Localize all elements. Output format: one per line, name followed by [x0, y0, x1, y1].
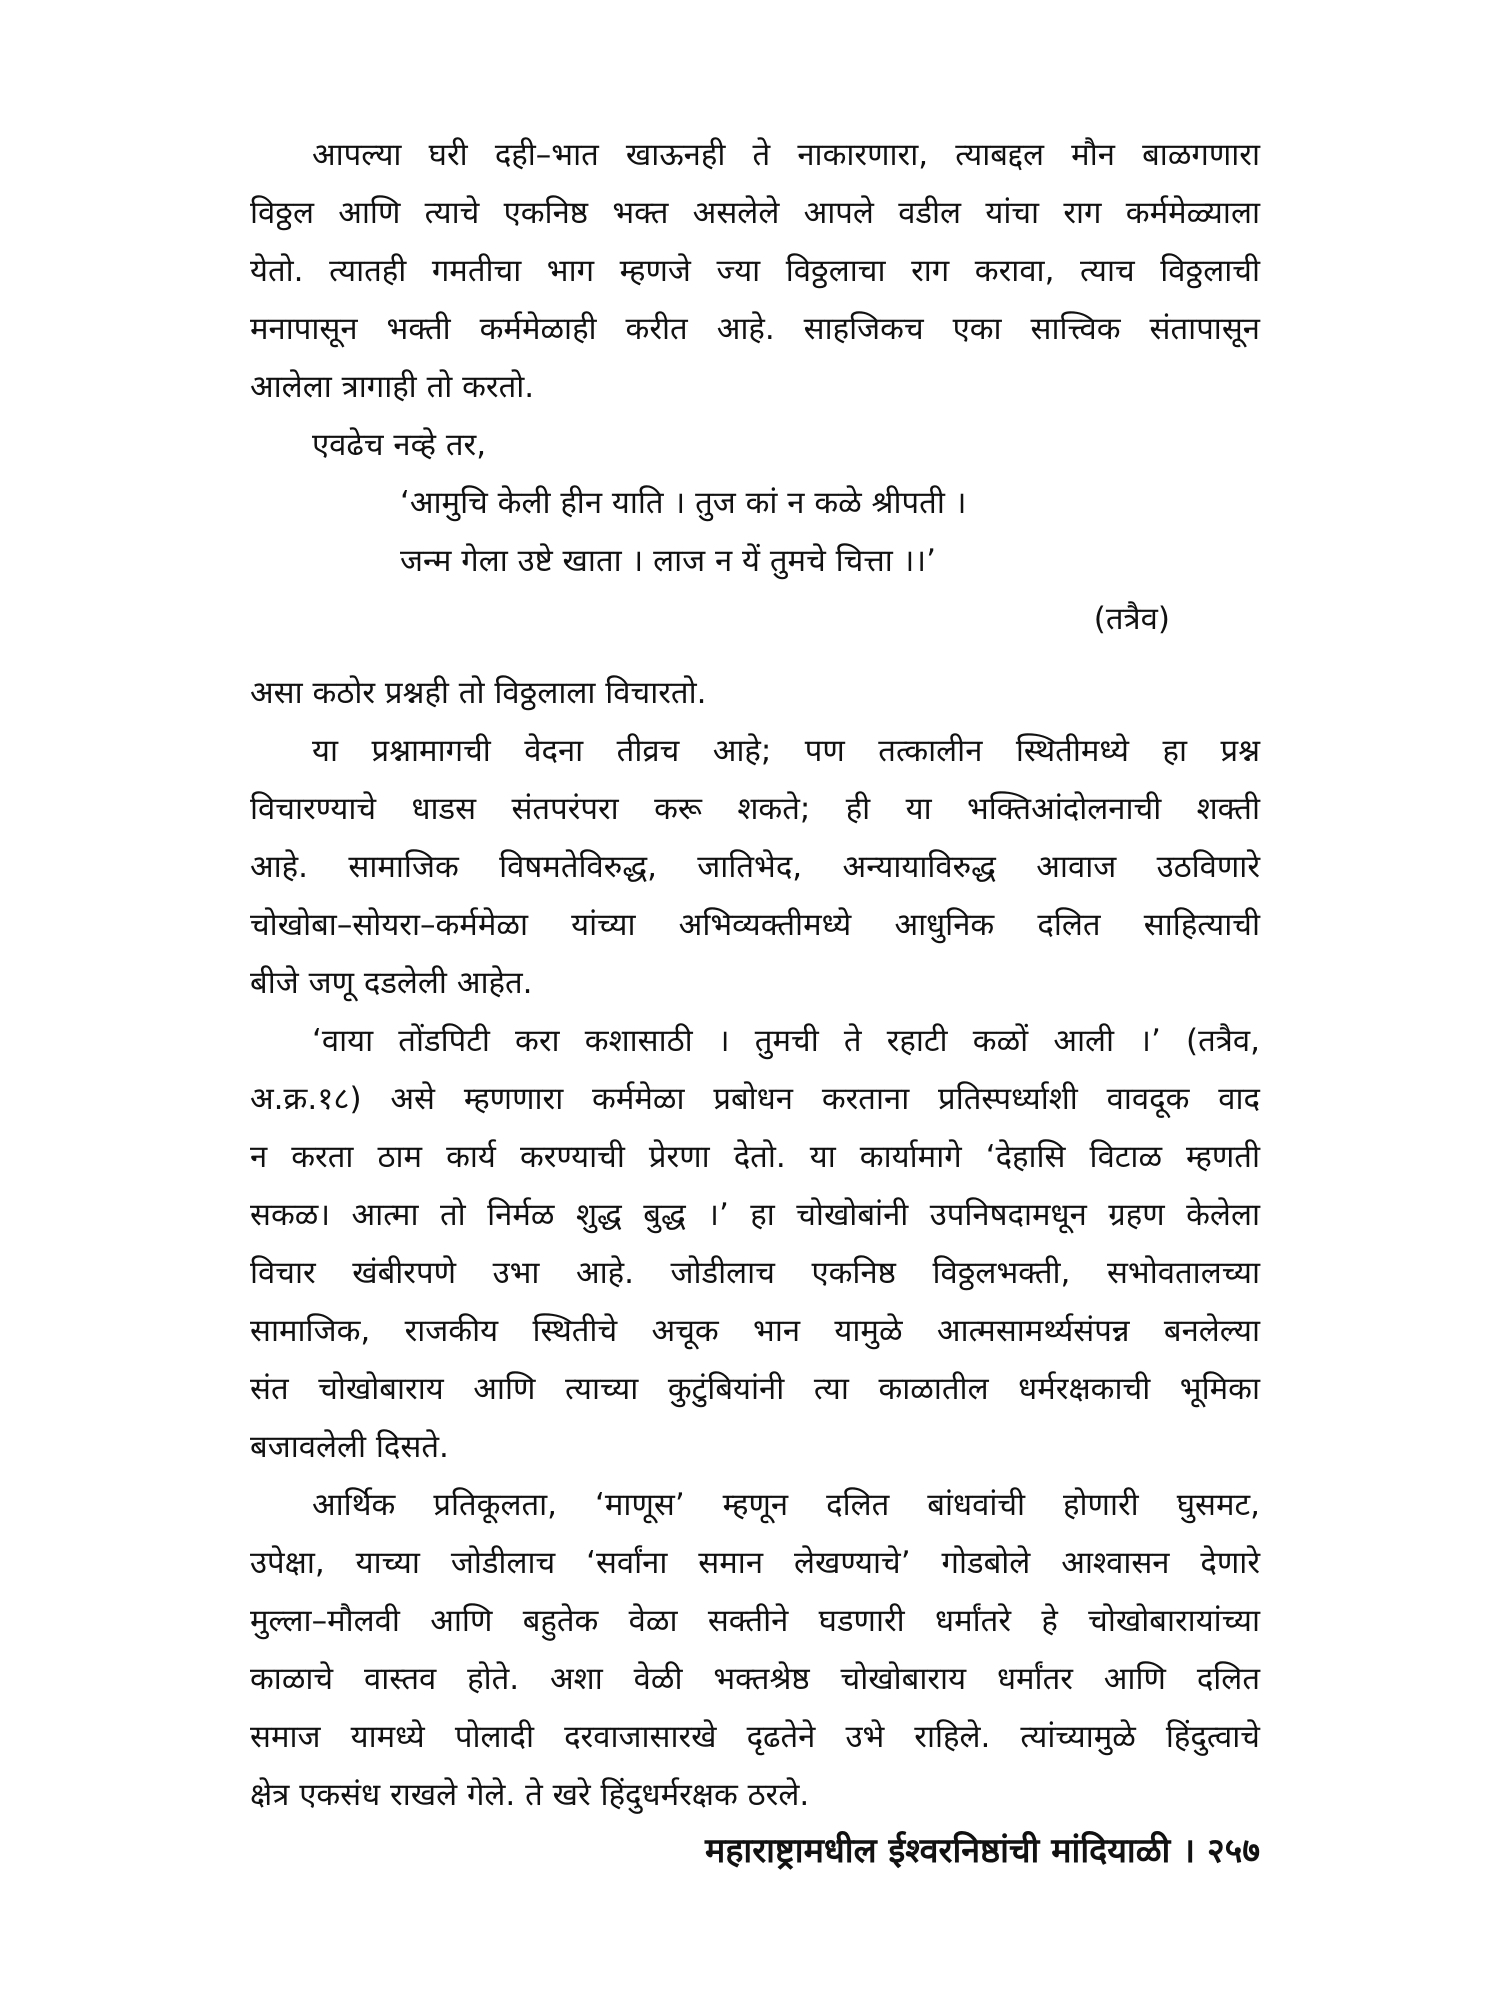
paragraph-5	[250, 1014, 1260, 1474]
paragraph-2: एवढेच नव्हे तर,	[312, 427, 487, 463]
text-line: संत चोखोबाराय आणि त्याच्या कुटुंबियांनी त्या काळातील धर्मरक्षकाची भूमिका	[250, 1371, 1260, 1407]
text-line: बजावलेली दिसते.	[250, 1429, 449, 1465]
text-line: अ.क्र.१८) असे म्हणणारा कर्ममेळा प्रबोधन करताना प्रतिस्पर्ध्याशी वावदूक वाद	[250, 1081, 1260, 1117]
text-line: मुल्ला–मौलवी आणि बहुतेक वेळा सक्तीने घडणारी धर्मांतरे हे चोखोबारायांच्या	[250, 1603, 1260, 1639]
paragraph-3: असा कठोर प्रश्नही तो विठ्ठलाला विचारतो.	[250, 675, 707, 711]
paragraph-4	[250, 724, 1260, 1010]
text-line: आपल्या घरी दही–भात खाऊनही ते नाकारणारा, त्याबद्दल मौन बाळगणारा	[312, 137, 1260, 173]
text-line: मनापासून भक्ती कर्ममेळाही करीत आहे. साहजिकच एका सात्त्विक संतापासून	[250, 311, 1260, 347]
paragraph-6	[250, 1478, 1260, 1822]
text-line: समाज यामध्ये पोलादी दरवाजासारखे दृढतेने उभे राहिले. त्यांच्यामुळे हिंदुत्वाचे	[250, 1719, 1260, 1755]
text-line: आर्थिक प्रतिकूलता, ‘माणूस’ म्हणून दलित बांधवांची होणारी घुसमट,	[312, 1487, 1260, 1523]
text-line: काळाचे वास्तव होते. अशा वेळी भक्तश्रेष्ठ चोखोबाराय धर्मांतर आणि दलित	[250, 1661, 1260, 1697]
text-line: विठ्ठल आणि त्याचे एकनिष्ठ भक्त असलेले आपले वडील यांचा राग कर्ममेळ्याला	[250, 195, 1260, 231]
text-line: चोखोबा–सोयरा–कर्ममेळा यांच्या अभिव्यक्तीमध्ये आधुनिक दलित साहित्याची	[250, 907, 1260, 943]
paragraph-1	[250, 128, 1260, 414]
verse-quote	[250, 476, 1260, 646]
text-line: ‘वाया तोंडपिटी करा कशासाठी । तुमची ते रहाटी कळों आली ।’ (तत्रैव,	[312, 1023, 1260, 1059]
page-footer	[560, 1826, 1260, 1872]
verse-line: जन्म गेला उष्टे खाता । लाज न यें तुमचे चित्ता ।।’	[400, 543, 937, 579]
text-line: न करता ठाम कार्य करण्याची प्रेरणा देतो. या कार्यामागे ‘देहासि विटाळ म्हणती	[250, 1139, 1260, 1175]
text-line: येतो. त्यातही गमतीचा भाग म्हणजे ज्या विठ्ठलाचा राग करावा, त्याच विठ्ठलाची	[250, 253, 1260, 289]
text-line: विचारण्याचे धाडस संतपरंपरा करू शकते; ही या भक्तिआंदोलनाची शक्ती	[250, 791, 1260, 827]
page-number: २५७	[1206, 1831, 1260, 1871]
text-line: बीजे जणू दडलेली आहेत.	[250, 965, 533, 1001]
text-line: आलेला त्रागाही तो करतो.	[250, 369, 535, 405]
text-line: क्षेत्र एकसंध राखले गेले. ते खरे हिंदुधर्मरक्षक ठरले.	[250, 1777, 810, 1813]
text-line: सामाजिक, राजकीय स्थितीचे अचूक भान यामुळे आत्मसामर्थ्यसंपन्न बनलेल्या	[250, 1313, 1260, 1349]
verse-line: ‘आमुचि केली हीन याति । तुज कां न कळे श्रीपती ।	[400, 485, 967, 521]
verse-source: (तत्रैव)	[1093, 601, 1170, 637]
book-title: महाराष्ट्रामधील ईश्वरनिष्ठांची मांदियाळी	[705, 1831, 1171, 1871]
text-line: सकळ। आत्मा तो निर्मळ शुद्ध बुद्ध ।’ हा चोखोबांनी उपनिषदामधून ग्रहण केलेला	[250, 1197, 1260, 1233]
footer-separator: ।	[1182, 1831, 1196, 1871]
page-body	[250, 128, 1260, 1928]
text-line: विचार खंबीरपणे उभा आहे. जोडीलाच एकनिष्ठ विठ्ठलभक्ती, सभोवतालच्या	[250, 1255, 1260, 1291]
text-line: आहे. सामाजिक विषमतेविरुद्ध, जातिभेद, अन्यायाविरुद्ध आवाज उठविणारे	[250, 849, 1260, 885]
text-line: उपेक्षा, याच्या जोडीलाच ‘सर्वांना समान लेखण्याचे’ गोडबोले आश्वासन देणारे	[250, 1545, 1260, 1581]
text-line: या प्रश्नामागची वेदना तीव्रच आहे; पण तत्कालीन स्थितीमध्ये हा प्रश्न	[312, 733, 1260, 769]
